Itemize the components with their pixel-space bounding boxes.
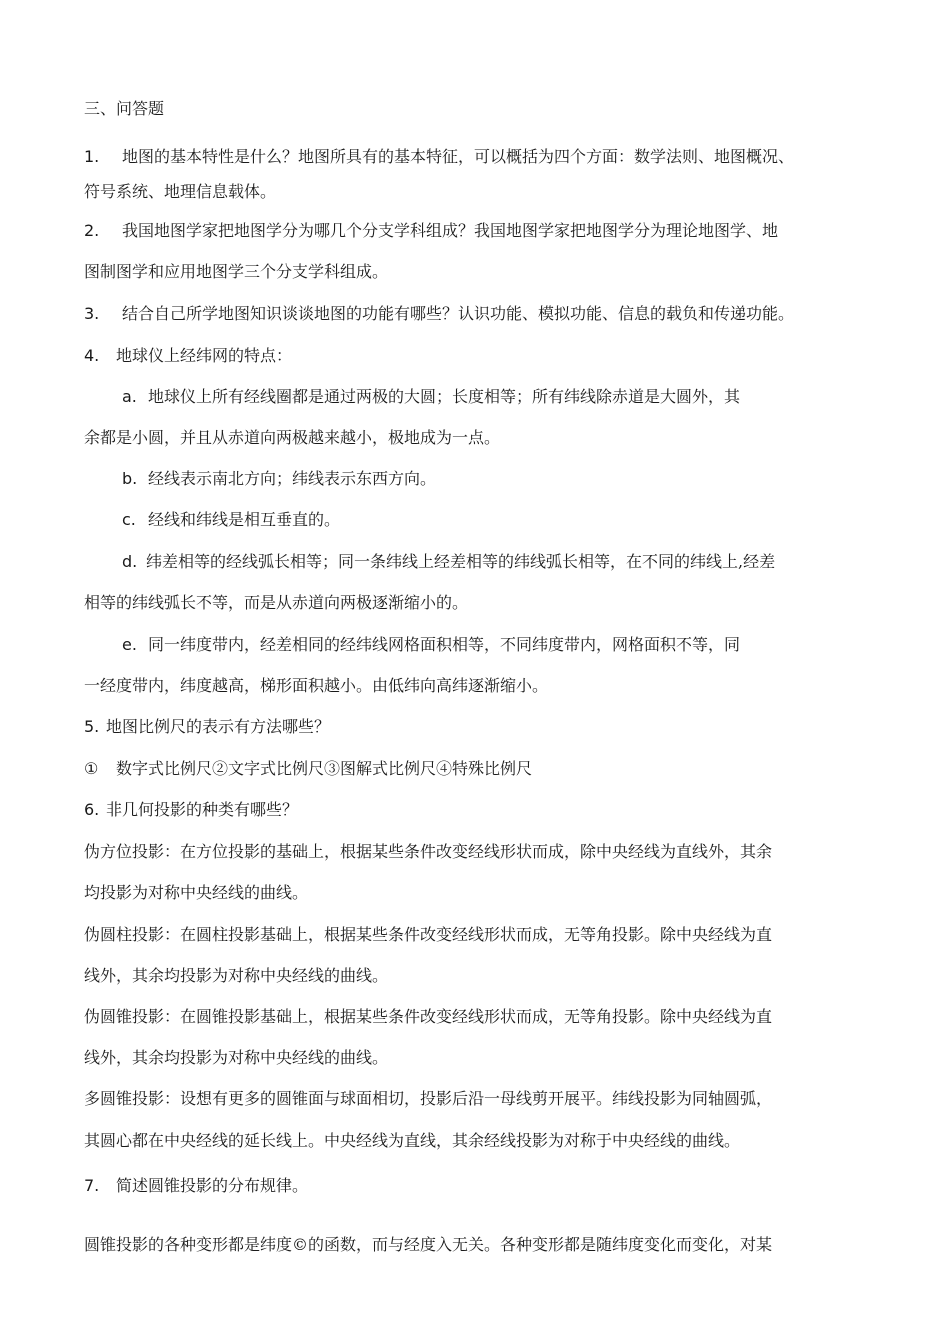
question-6-number: 6. xyxy=(84,800,100,819)
question-5-title xyxy=(84,717,330,737)
item-a-label: a. xyxy=(122,387,137,406)
item-a-line-2: 余都是小圆，并且从赤道向两极越来越小，极地成为一点。 xyxy=(84,428,501,447)
question-2-number: 2. xyxy=(84,221,100,240)
paragraph-pseudo-conic-line-1: 伪圆锥投影：在圆锥投影基础上，根据某些条件改变经线形状而成，无等角投影。除中央经线为直 xyxy=(84,1007,773,1026)
paragraph-pseudo-azimuthal-line-1: 伪方位投影：在方位投影的基础上，根据某些条件改变经线形状而成，除中央经线为直线外，其余 xyxy=(84,842,773,861)
paragraph-polyconic-line-2: 其圆心都在中央经线的延长线上。中央经线为直线，其余经线投影为对称于中央经线的曲线。 xyxy=(84,1131,741,1150)
question-7-number: 7. xyxy=(84,1176,100,1195)
question-2-text: 我国地图学家把地图学分为哪几个分支学科组成？我国地图学家把地图学分为理论地图学、地 xyxy=(122,221,779,240)
item-e-label: e. xyxy=(122,635,137,654)
question-5-answer xyxy=(84,759,532,779)
item-c-text: 经线和纬线是相互垂直的。 xyxy=(148,510,341,529)
question-5-number: 5. xyxy=(84,717,100,736)
item-c xyxy=(122,510,340,530)
paragraph-polyconic-line-1: 多圆锥投影：设想有更多的圆锥面与球面相切，投影后沿一母线剪开展平。纬线投影为同轴圆弧， xyxy=(84,1089,773,1108)
question-1-number: 1. xyxy=(84,147,100,166)
item-d-line-2: 相等的纬线弧长不等，而是从赤道向两极逐渐缩小的。 xyxy=(84,593,469,612)
item-a-text: 地球仪上所有经线圈都是通过两极的大圆；长度相等；所有纬线除赤道是大圆外，其 xyxy=(148,387,741,406)
answer-marker: ① xyxy=(84,759,99,778)
item-b xyxy=(122,469,436,489)
item-d-text: 纬差相等的经线弧长相等；同一条纬线上经差相等的纬线弧长相等，在不同的纬线上,经差 xyxy=(146,552,776,571)
item-e-line-2: 一经度带内，纬度越高，梯形面积越小。由低纬向高纬逐渐缩小。 xyxy=(84,676,549,695)
question-6-title xyxy=(84,800,298,820)
item-d-line-1 xyxy=(122,552,775,572)
question-2-line-2: 图制图学和应用地图学三个分支学科组成。 xyxy=(84,262,389,281)
item-b-label: b. xyxy=(122,469,138,488)
item-e-line-1 xyxy=(122,635,740,655)
question-4-text: 地球仪上经纬网的特点： xyxy=(116,346,293,365)
question-1-text: 地图的基本特性是什么？地图所具有的基本特征，可以概括为四个方面：数学法则、地图概况、 xyxy=(122,147,795,166)
item-e-text: 同一纬度带内，经差相同的经纬线网格面积相等，不同纬度带内，网格面积不等，同 xyxy=(148,635,741,654)
question-4-number: 4. xyxy=(84,346,100,365)
question-2-line-1 xyxy=(84,221,778,241)
question-7-text: 简述圆锥投影的分布规律。 xyxy=(116,1176,309,1195)
question-1-line-2: 符号系统、地理信息载体。 xyxy=(84,182,277,201)
item-c-label: c. xyxy=(122,510,136,529)
question-3-text: 结合自己所学地图知识谈谈地图的功能有哪些？认识功能、模拟功能、信息的载负和传递功能。 xyxy=(122,304,795,323)
item-d-label: d. xyxy=(122,552,138,571)
question-1-line-1 xyxy=(84,147,794,167)
question-3-line-1 xyxy=(84,304,794,324)
section-title: 三、问答题 xyxy=(84,99,165,118)
paragraph-pseudo-cylindrical-line-1: 伪圆柱投影：在圆柱投影基础上，根据某些条件改变经线形状而成，无等角投影。除中央经线为直 xyxy=(84,925,773,944)
paragraph-pseudo-azimuthal-line-2: 均投影为对称中央经线的曲线。 xyxy=(84,883,309,902)
answer-text: 数字式比例尺②文字式比例尺③图解式比例尺④特殊比例尺 xyxy=(116,759,533,778)
paragraph-pseudo-conic-line-2: 线外，其余均投影为对称中央经线的曲线。 xyxy=(84,1048,389,1067)
paragraph-pseudo-cylindrical-line-2: 线外，其余均投影为对称中央经线的曲线。 xyxy=(84,966,389,985)
item-a-line-1 xyxy=(122,387,740,407)
question-7-answer-line-1: 圆锥投影的各种变形都是纬度©的函数，而与经度入无关。各种变形都是随纬度变化而变化，对某 xyxy=(84,1235,773,1254)
question-7-title xyxy=(84,1176,308,1196)
question-6-text: 非几何投影的种类有哪些？ xyxy=(106,800,299,819)
question-4-title xyxy=(84,346,292,366)
question-3-number: 3. xyxy=(84,304,100,323)
item-b-text: 经线表示南北方向；纬线表示东西方向。 xyxy=(148,469,437,488)
question-5-text: 地图比例尺的表示有方法哪些？ xyxy=(106,717,331,736)
